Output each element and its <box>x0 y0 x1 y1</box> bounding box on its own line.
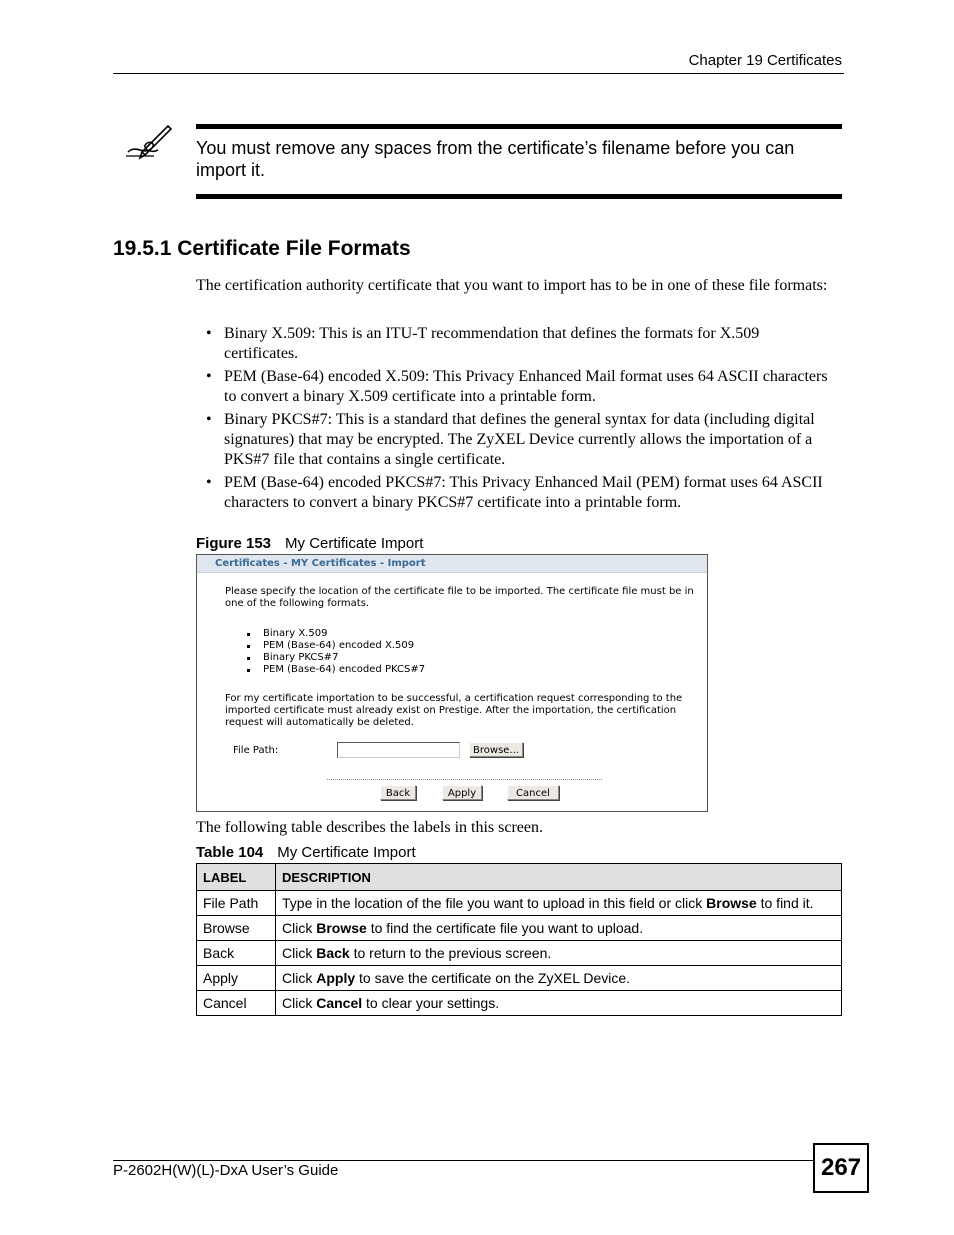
footer-rule <box>113 1160 813 1161</box>
figure-caption <box>196 535 423 552</box>
table-row <box>197 891 842 916</box>
apply-button[interactable]: Apply <box>442 785 482 800</box>
note-text: You must remove any spaces from the certificate’s filename before you can import it. <box>196 138 795 180</box>
row-description: Click Apply to save the certificate on the ZyXEL Device. <box>276 966 842 991</box>
section-title: 19.5.1 Certificate File Formats <box>113 237 411 260</box>
table-label: Table 104 <box>196 844 264 861</box>
table-row <box>197 941 842 966</box>
table-row <box>197 966 842 991</box>
dotted-divider <box>327 779 602 780</box>
bullet-item: • Binary PKCS#7: This is a standard that defines the general syntax for data (including digital signatures) that may be encrypted. The ZyXEL Device currently allows the importation of a PKS#7 file that contains a single certificate. <box>196 410 836 470</box>
bullet-item: • PEM (Base-64) encoded X.509: This Privacy Enhanced Mail format uses 64 ASCII characters to convert a binary X.509 certificate into a printable form. <box>196 367 836 407</box>
screen-format-item: Binary X.509 <box>247 628 425 640</box>
table-row <box>197 991 842 1016</box>
row-label: File Path <box>197 891 276 916</box>
screen-format-item: PEM (Base-64) encoded X.509 <box>247 640 425 652</box>
label-description-table <box>196 863 842 1016</box>
table-header-row <box>197 864 842 891</box>
bullet-item: • PEM (Base-64) encoded PKCS#7: This Privacy Enhanced Mail (PEM) format uses 64 ASCII characters to convert a binary PKCS#7 certificate into a printable form. <box>196 473 836 513</box>
screen-importation-note: For my certificate importation to be successful, a certification request corresponding to the imported certificate must already exist on Prestige. After the importation, the certification request will automatically be deleted. <box>225 693 683 728</box>
row-label: Apply <box>197 966 276 991</box>
pen-note-icon <box>124 122 174 162</box>
screen-format-item: Binary PKCS#7 <box>247 652 425 664</box>
row-label: Browse <box>197 916 276 941</box>
row-description: Click Back to return to the previous screen. <box>276 941 842 966</box>
row-label: Back <box>197 941 276 966</box>
section-intro: The certification authority certificate that you want to import has to be in one of these file formats: <box>196 277 828 294</box>
header-description: DESCRIPTION <box>276 864 842 891</box>
table-intro: The following table describes the labels in this screen. <box>196 819 544 836</box>
figure-title: My Certificate Import <box>285 535 424 552</box>
screen-instructions: Please specify the location of the certificate file to be imported. The certificate file must be in one of the following formats. <box>225 586 694 609</box>
screen-format-list <box>247 628 425 676</box>
chapter-header: Chapter 19 Certificates <box>688 52 842 69</box>
file-path-input[interactable] <box>337 742 460 758</box>
page-number: 267 <box>813 1143 869 1193</box>
row-description: Click Cancel to clear your settings. <box>276 991 842 1016</box>
back-button[interactable]: Back <box>380 785 416 800</box>
browse-button[interactable]: Browse... <box>469 742 523 757</box>
row-label: Cancel <box>197 991 276 1016</box>
cancel-button[interactable]: Cancel <box>507 785 559 800</box>
table-caption <box>196 844 416 861</box>
note-bottom-rule <box>196 194 842 199</box>
table-row <box>197 916 842 941</box>
footer-guide-title: P-2602H(W)(L)-DxA User’s Guide <box>113 1162 339 1179</box>
file-path-label: File Path: <box>233 745 279 756</box>
header-label: LABEL <box>197 864 276 891</box>
table-title: My Certificate Import <box>277 844 416 861</box>
note-top-rule <box>196 124 842 129</box>
row-description: Click Browse to find the certificate file you want to upload. <box>276 916 842 941</box>
row-description: Type in the location of the file you want to upload in this field or click Browse to find it. <box>276 891 842 916</box>
format-bullet-list <box>196 324 836 516</box>
bullet-item: • Binary X.509: This is an ITU-T recommendation that defines the formats for X.509 certificates. <box>196 324 836 364</box>
screen-format-item: PEM (Base-64) encoded PKCS#7 <box>247 664 425 676</box>
import-screen <box>196 554 708 812</box>
header-rule <box>113 73 844 74</box>
figure-label: Figure 153 <box>196 535 272 552</box>
screen-title: Certificates - MY Certificates - Import <box>197 555 707 573</box>
